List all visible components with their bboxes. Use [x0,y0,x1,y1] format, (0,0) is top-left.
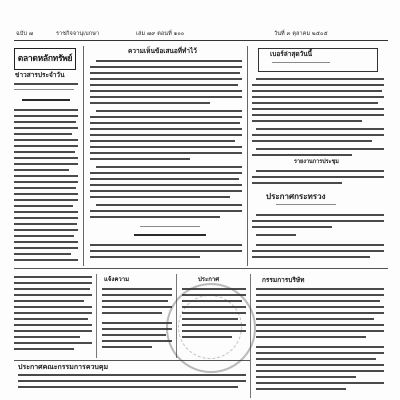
right-heading-3: ประกาศกระทรวง [266,191,326,201]
bottom-center-heading: ประกาศ [198,276,220,283]
column-divider [83,46,84,266]
page-number: ฉบับ ๗ [16,31,34,37]
notice-box-text [272,62,330,63]
issue-date: วันที่ ๓ ตุลาคม ๒๕๐๕ [274,31,328,37]
official-stamp [166,283,256,373]
bottom-banner: ประกาศคณะกรรมการควบคุม [18,362,109,371]
issue-info: เล่ม ๗๙ ตอนที่ ๑๐๐ [136,31,185,37]
column-divider [96,274,97,358]
section-rule [14,268,388,269]
masthead-title: ตลาดหลักทรัพย์ [14,48,76,70]
page-header [16,30,388,40]
bottom-left-heading: แจ้งความ [104,276,130,283]
header-rule [14,40,388,41]
masthead-subtitle: ข่าวสารประจำวัน [15,71,65,79]
column-divider [247,46,248,266]
right-heading-2: รายงานการประชุม [294,159,339,165]
center-heading: ความเห็นข้อเสนอที่ทำไว้ [128,47,197,55]
right-heading-1: เบอร์ล่าสุดวันนี้ [270,50,313,58]
gazette-name: ราชกิจจานุเบกษา [56,31,100,37]
bottom-right-heading: กรรมการบริษัท [262,276,305,284]
